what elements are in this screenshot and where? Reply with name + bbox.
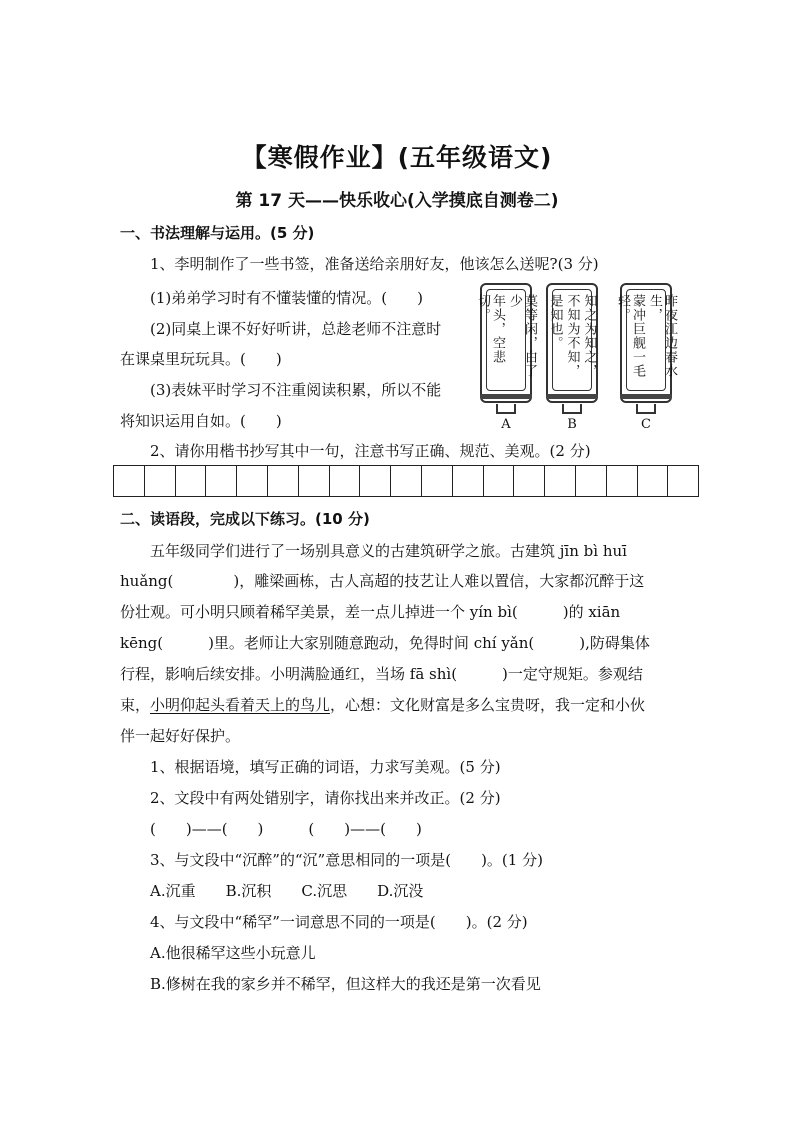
- bookmark-a: [475, 283, 537, 403]
- bookmark-b: [546, 283, 598, 403]
- s1-item-2a: (2)同桌上课不好好听讲，总趁老师不注意时: [150, 320, 442, 338]
- passage-line-4: kēng( )里。老师让大家别随意跑动，免得时间 chí yǎn( ),防碍集体: [120, 634, 650, 652]
- s2-question-4-option-a: A.他很稀罕这些小玩意儿: [150, 944, 316, 962]
- grid-cell[interactable]: [422, 465, 453, 497]
- grid-cell[interactable]: [484, 465, 515, 497]
- passage-line-5: 行程，影响后续安排。小明满脸通红，当场 fā shì( )一定守规矩。参观结: [120, 665, 643, 683]
- s1-question-1: 1、李明制作了一些书签，准备送给亲朋好友，他该怎么送呢?(3 分): [150, 255, 599, 273]
- page-subtitle: 第 17 天——快乐收心(入学摸底自测卷二): [235, 191, 559, 211]
- grid-cell[interactable]: [360, 465, 391, 497]
- bookmark-b-col-2: 不知为不知，: [564, 294, 580, 378]
- grid-cell[interactable]: [668, 465, 699, 497]
- s1-item-3b: 将知识运用自如。( ): [120, 412, 282, 430]
- passage-line-1: 五年级同学们进行了一场别具意义的古建筑研学之旅。古建筑 jīn bì huī: [120, 542, 627, 560]
- page-title: 【寒假作业】(五年级语文): [241, 143, 553, 172]
- grid-cell[interactable]: [638, 465, 669, 497]
- grid-cell[interactable]: [514, 465, 545, 497]
- s2-question-2-blanks: ( )——( ) ( )——( ): [150, 820, 422, 838]
- s2-question-4: 4、与文段中“稀罕”一词意思不同的一项是( )。(2 分): [150, 913, 528, 931]
- passage-line-6-start: 束，: [120, 696, 151, 714]
- s1-question-2: 2、请你用楷书抄写其中一句，注意书写正确、规范、美观。(2 分): [150, 442, 591, 460]
- bookmark-a-label: A: [501, 417, 511, 432]
- s2-question-3-options: A.沉重 B.沉积 C.沉思 D.沉没: [150, 882, 424, 900]
- grid-cell[interactable]: [114, 465, 145, 497]
- grid-cell[interactable]: [545, 465, 576, 497]
- grid-cell[interactable]: [330, 465, 361, 497]
- passage-line-6-end: ，心想：文化财富是多么宝贵呀，我一定和小伙: [330, 696, 646, 714]
- grid-cell[interactable]: [145, 465, 176, 497]
- passage-line-3: 份壮观。可小明只顾着稀罕美景，差一点儿掉进一个 yín bì( )的 xiān: [120, 603, 621, 621]
- writing-grid[interactable]: [113, 465, 699, 497]
- grid-cell[interactable]: [453, 465, 484, 497]
- grid-cell[interactable]: [237, 465, 268, 497]
- grid-cell[interactable]: [607, 465, 638, 497]
- s1-item-1: (1)弟弟学习时有不懂装懂的情况。( ): [150, 289, 423, 307]
- bookmark-c-col-2: 蒙冲巨舰一毛轻。: [615, 294, 645, 378]
- bookmark-c-col-1: 昨夜江边春水生，: [647, 294, 677, 378]
- s2-question-4-option-b: B.修树在我的家乡并不稀罕，但这样大的我还是第一次看见: [150, 975, 541, 993]
- passage-line-2: huǎng( )，雕梁画栋，古人高超的技艺让人难以置信，大家都沉醉于这: [120, 572, 645, 590]
- bookmarks-illustration: [475, 283, 678, 433]
- grid-cell[interactable]: [299, 465, 330, 497]
- s2-question-3: 3、与文段中“沉醉”的“沉”意思相同的一项是( )。(1 分): [150, 851, 543, 869]
- passage-line-6: [120, 694, 645, 716]
- section1-heading: 一、书法理解与运用。(5 分): [120, 224, 315, 242]
- bookmark-b-col-1: 知之为知之，: [581, 294, 597, 378]
- grid-cell[interactable]: [206, 465, 237, 497]
- bookmark-b-col-3: 是知也。: [547, 294, 563, 350]
- s1-item-2b: 在课桌里玩玩具。( ): [120, 350, 282, 368]
- bookmark-b-label: B: [567, 417, 577, 432]
- grid-cell[interactable]: [268, 465, 299, 497]
- passage-line-7: 伴一起好好保护。: [120, 727, 241, 745]
- s1-item-3a: (3)表妹平时学习不注重阅读积累，所以不能: [150, 381, 442, 399]
- grid-cell[interactable]: [176, 465, 207, 497]
- grid-cell[interactable]: [576, 465, 607, 497]
- bookmark-a-col-2: 年头，空悲切。: [475, 294, 505, 364]
- s2-question-2: 2、文段中有两处错别字，请你找出来并改正。(2 分): [150, 789, 501, 807]
- grid-cell[interactable]: [391, 465, 422, 497]
- bookmark-c-label: C: [641, 417, 651, 432]
- section2-heading: 二、读语段，完成以下练习。(10 分): [120, 510, 370, 528]
- bookmark-c: [615, 283, 677, 403]
- s2-question-1: 1、根据语境，填写正确的词语，力求写美观。(5 分): [150, 758, 501, 776]
- bookmark-a-col-1: 莫等闲，白了少: [507, 294, 537, 378]
- underlined-sentence: 小明仰起头看着天上的鸟儿: [150, 696, 331, 714]
